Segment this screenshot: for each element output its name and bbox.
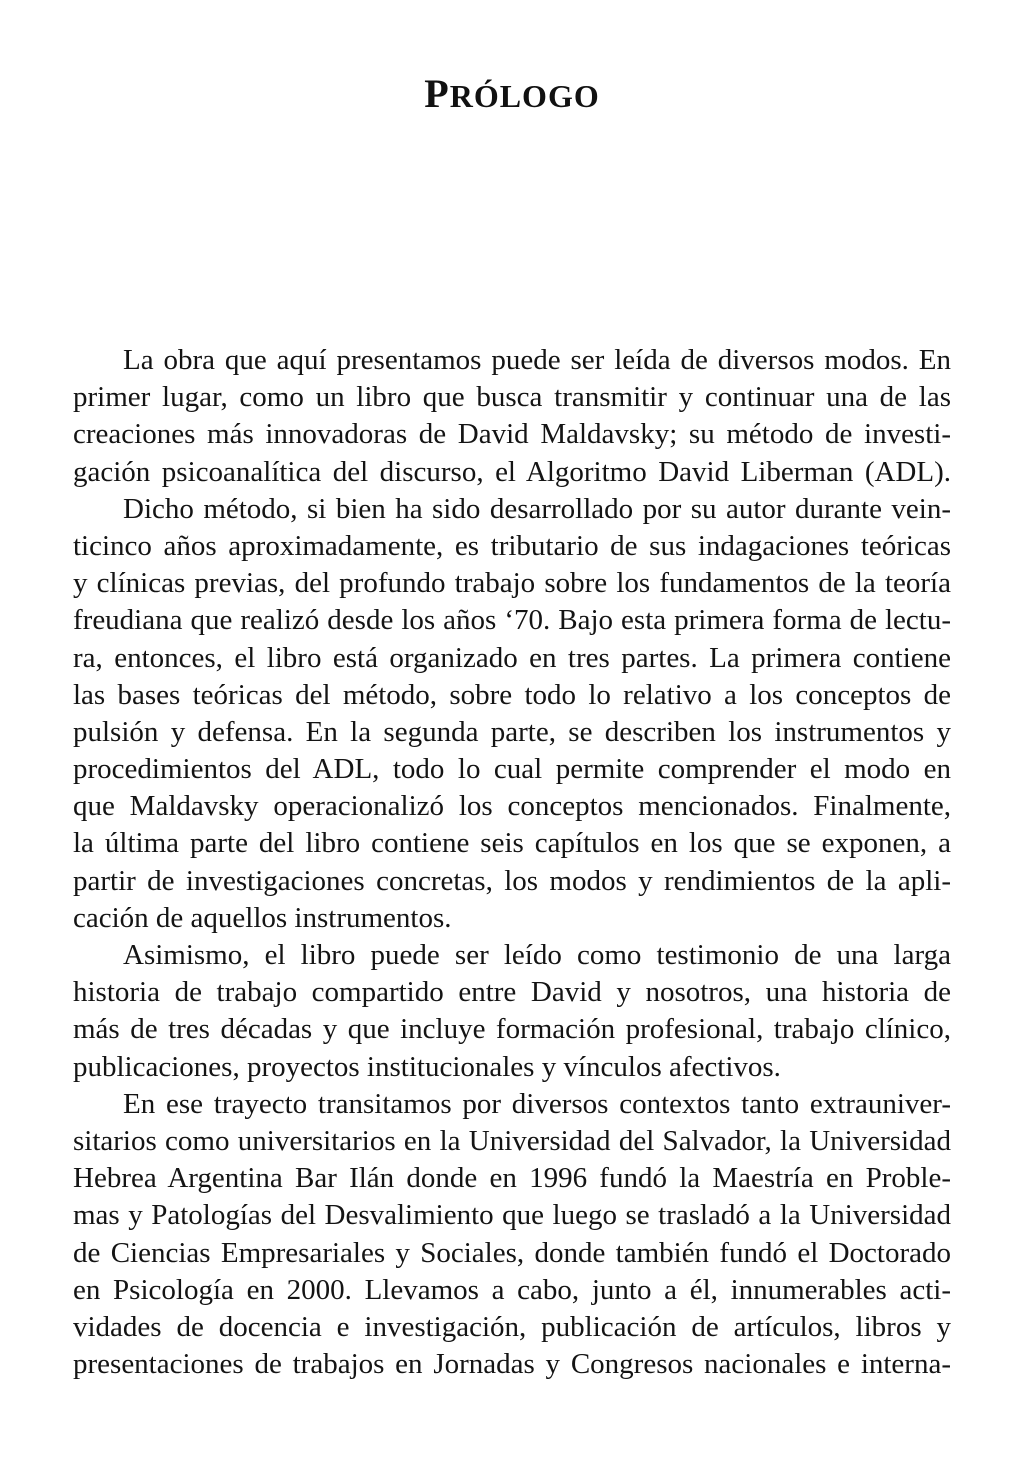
text-line: mas y Patologías del Desvalimiento que luego se trasladó a la Universidad (73, 1199, 951, 1232)
text-line: freudiana que realizó desde los años ‘70. Bajo esta primera forma de lectu- (73, 604, 951, 637)
text-line: En ese trayecto transitamos por diversos contextos tanto extrauniver- (123, 1087, 951, 1120)
text-line: las bases teóricas del método, sobre todo lo relativo a los conceptos de (73, 678, 951, 711)
text-line: partir de investigaciones concretas, los modos y rendimientos de la apli- (73, 864, 951, 897)
text-line: ra, entonces, el libro está organizado en tres partes. La primera contiene (73, 641, 951, 674)
text-line: y clínicas previas, del profundo trabajo sobre los fundamentos de la teoría (73, 567, 951, 600)
text-line: cación de aquellos instrumentos. (73, 901, 452, 934)
text-line: Dicho método, si bien ha sido desarrollado por su autor durante vein- (123, 492, 951, 525)
text-line: sitarios como universitarios en la Universidad del Salvador, la Universidad (73, 1124, 951, 1157)
text-line: primer lugar, como un libro que busca transmitir y continuar una de las (73, 381, 951, 414)
text-line: que Maldavsky operacionalizó los conceptos mencionados. Finalmente, (73, 790, 951, 823)
text-line: publicaciones, proyectos institucionales y vínculos afectivos. (73, 1050, 781, 1083)
text-line: la última parte del libro contiene seis capítulos en los que se exponen, a (73, 827, 951, 860)
text-line: más de tres décadas y que incluye formación profesional, trabajo clínico, (73, 1013, 951, 1046)
chapter-title-initial: P (424, 71, 450, 116)
text-line: de Ciencias Empresariales y Sociales, donde también fundó el Doctorado (73, 1236, 951, 1269)
text-line: creaciones más innovadoras de David Maldavsky; su método de investi- (73, 418, 951, 451)
text-line: gación psicoanalítica del discurso, el Algoritmo David Liberman (ADL). (73, 455, 951, 488)
chapter-title-rest: RÓLOGO (449, 78, 600, 114)
text-line: Asimismo, el libro puede ser leído como testimonio de una larga (123, 939, 951, 971)
text-line: vidades de docencia e investigación, publicación de artículos, libros y (73, 1310, 951, 1343)
text-line: presentaciones de trabajos en Jornadas y Congresos nacionales e interna- (73, 1348, 951, 1381)
text-line: La obra que aquí presentamos puede ser leída de diversos modos. En (123, 344, 951, 376)
text-line: historia de trabajo compartido entre David y nosotros, una historia de (73, 976, 951, 1009)
text-line: en Psicología en 2000. Llevamos a cabo, junto a él, innumerables acti- (73, 1273, 951, 1306)
body-text (73, 342, 951, 1383)
text-line: procedimientos del ADL, todo lo cual permite comprender el modo en (73, 753, 951, 786)
text-line: pulsión y defensa. En la segunda parte, se describen los instrumentos y (73, 715, 951, 748)
chapter-title (0, 70, 1024, 117)
text-line: ticinco años aproximadamente, es tributario de sus indagaciones teóricas (73, 529, 951, 562)
text-line: Hebrea Argentina Bar Ilán donde en 1996 fundó la Maestría en Proble- (73, 1162, 951, 1195)
